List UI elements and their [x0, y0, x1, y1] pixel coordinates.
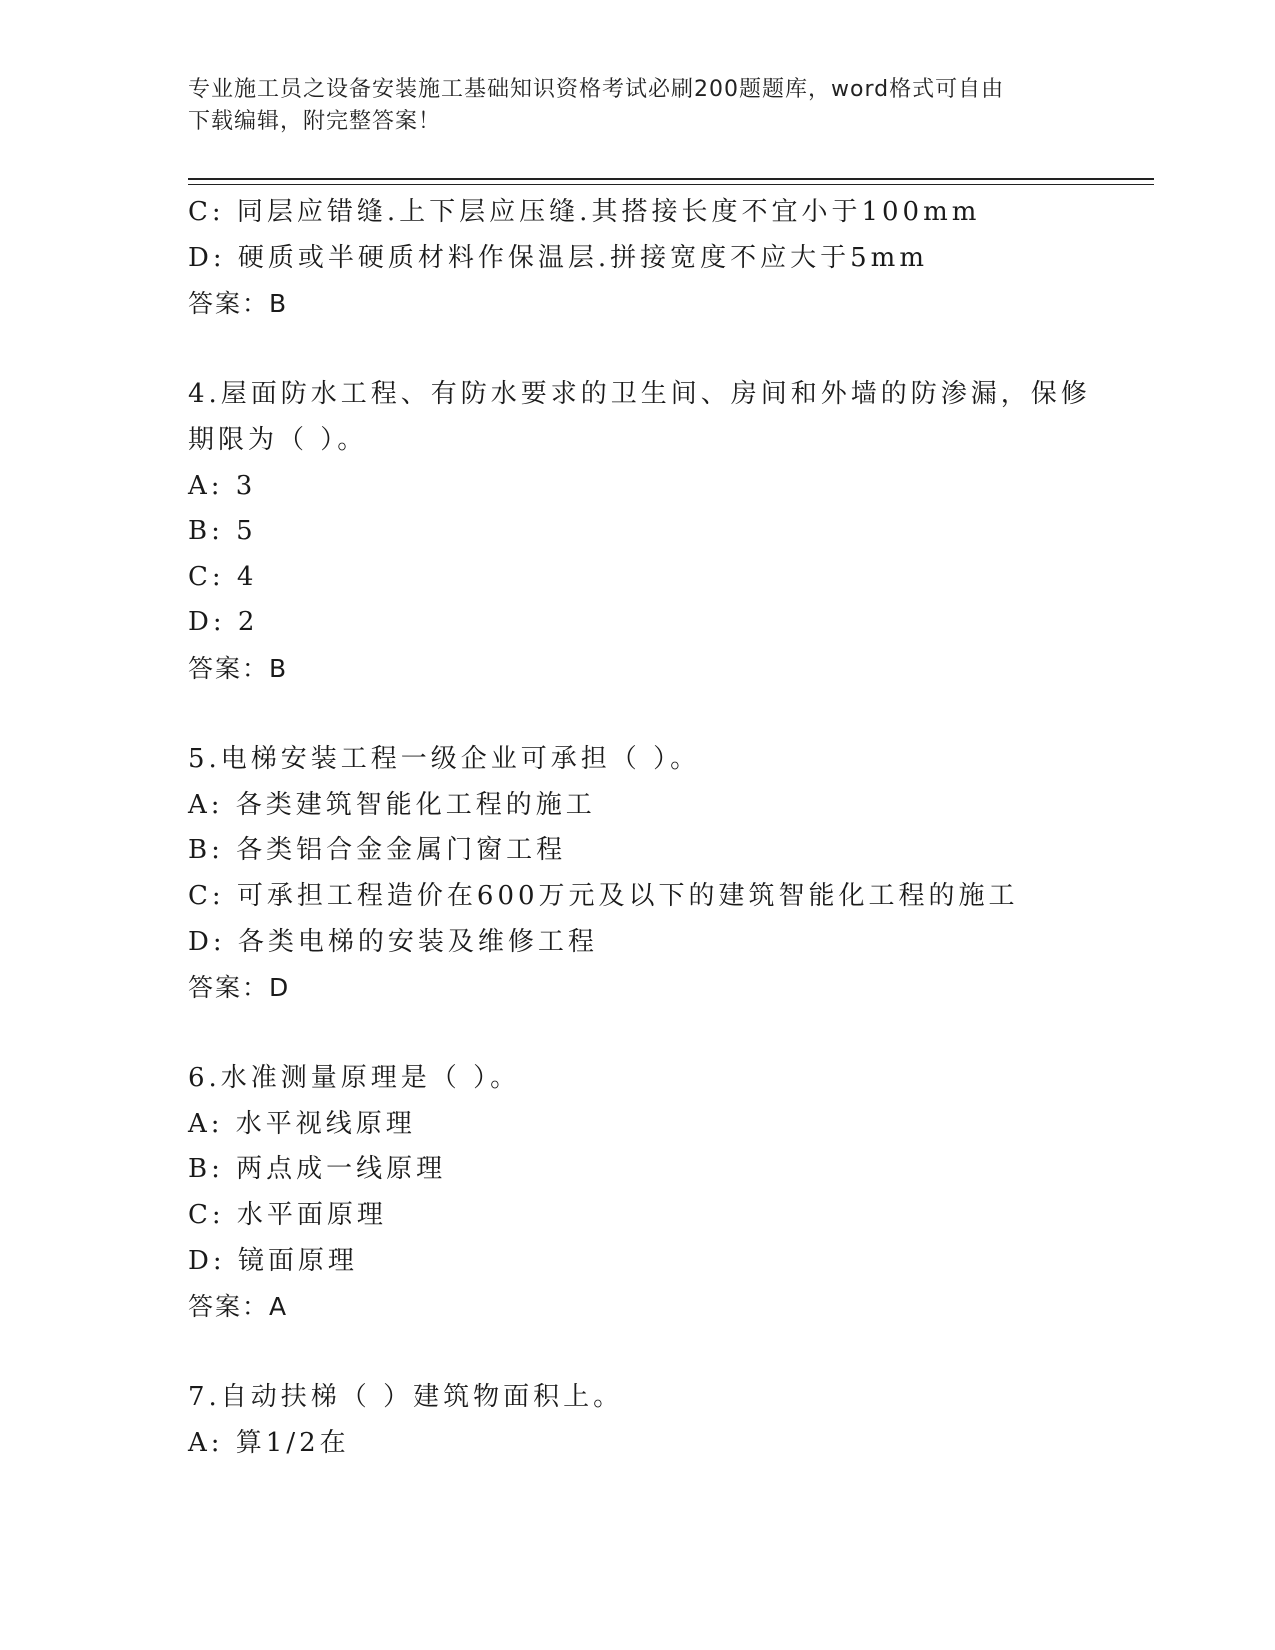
- header-line-2: 下载编辑，附完整答案！: [188, 109, 442, 134]
- option-c: C: 可承担工程造价在600万元及以下的建筑智能化工程的施工: [188, 880, 1019, 911]
- option-d: D: 各类电梯的安装及维修工程: [188, 926, 598, 957]
- option-c: C: 4: [188, 561, 258, 592]
- spacer: [188, 1330, 1088, 1376]
- option-d: D: 2: [188, 607, 259, 638]
- option-b: B: 各类铝合金金属门窗工程: [188, 835, 567, 866]
- spacer: [188, 692, 1088, 738]
- question-4: [188, 372, 1091, 691]
- answer: 答案：A: [188, 1292, 289, 1322]
- option-c: C: 水平面原理: [188, 1200, 387, 1231]
- header-rule-thin: [188, 184, 1154, 185]
- question-text-line-2: 期限为（ ）。: [188, 424, 368, 455]
- answer: 答案：D: [188, 973, 291, 1003]
- option-b: B: 两点成一线原理: [188, 1154, 447, 1185]
- question-6: [188, 1056, 1088, 1330]
- question-5: [188, 737, 1088, 1011]
- question-list: [188, 190, 1091, 1467]
- option-a: A: 3: [188, 470, 257, 501]
- answer: 答案：B: [188, 653, 289, 683]
- option-c: C: 同层应错缝.上下层应压缝.其搭接长度不宜小于100mm: [188, 197, 981, 227]
- question-text-line-1: 4.屋面防水工程、有防水要求的卫生间、房间和外墙的防渗漏，保修: [188, 379, 1091, 410]
- question-text: 5.电梯安装工程一级企业可承担（ ）。: [188, 744, 701, 775]
- document-header: [188, 74, 1078, 138]
- option-a: A: 各类建筑智能化工程的施工: [188, 789, 596, 820]
- question-text: 6.水准测量原理是（ ）。: [188, 1063, 521, 1094]
- question-3: [188, 190, 1088, 327]
- option-d: D: 硬质或半硬质材料作保温层.拼接宽度不应大于5mm: [188, 242, 928, 273]
- option-b: B: 5: [188, 516, 257, 547]
- option-a: A: 水平视线原理: [188, 1108, 416, 1139]
- answer: 答案：B: [188, 289, 289, 319]
- question-7: [188, 1375, 1088, 1466]
- spacer: [188, 327, 1088, 373]
- option-a: A: 算1/2在: [188, 1428, 350, 1459]
- option-d: D: 镜面原理: [188, 1245, 358, 1276]
- header-rule-thick: [188, 178, 1154, 180]
- header-line-1: 专业施工员之设备安装施工基础知识资格考试必刷200题题库，word格式可自由: [188, 77, 1005, 102]
- spacer: [188, 1011, 1088, 1057]
- question-text: 7.自动扶梯（ ）建筑物面积上。: [188, 1382, 624, 1413]
